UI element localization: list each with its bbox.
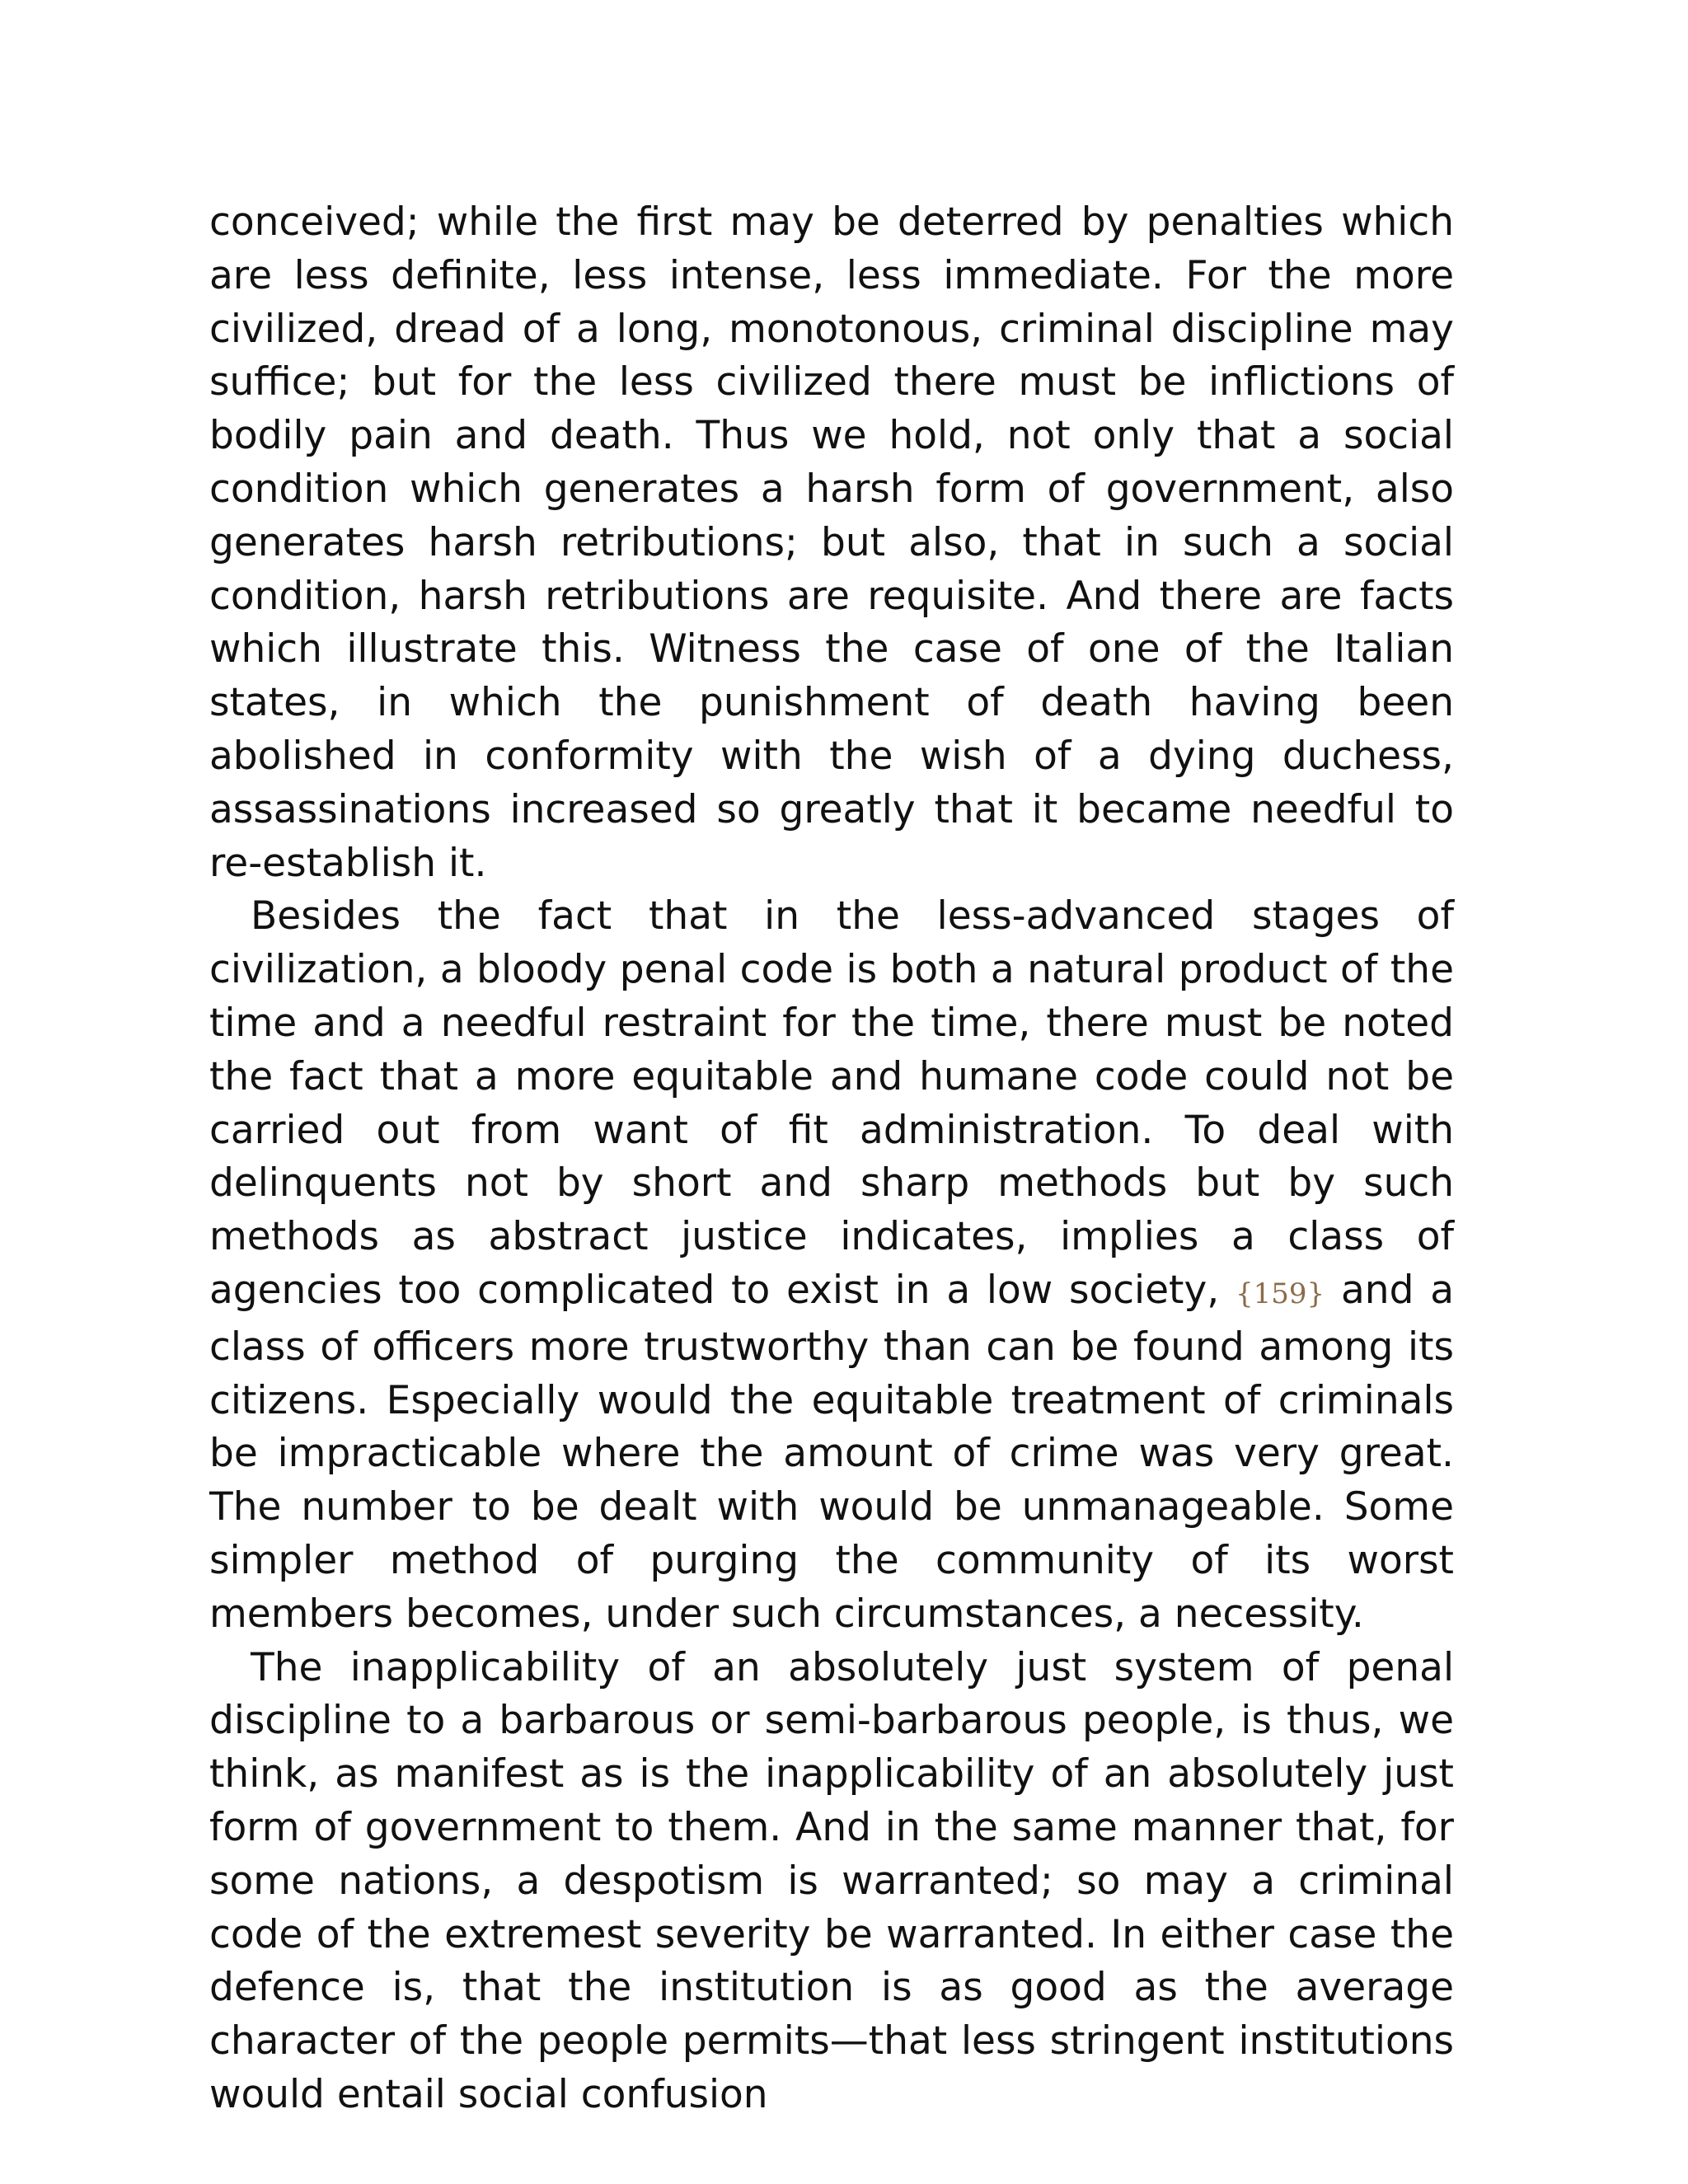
book-page-text: [209, 196, 1454, 2122]
page-number-marker: {159}: [1236, 1277, 1325, 1310]
paragraph-3: The inapplicability of an absolutely just system of penal discipline to a barbarous or semi-barbarous people, is thus, we think, as manifest as is the inapplicability of an absolutely just form of government to them. And in the same manner that, for some nations, a despotism is warranted; so may a criminal code of the extremest severity be warranted. In either case the defence is, that the institution is as good as the average character of the people permits—that less stringent institutions would entail social confusion: [209, 1644, 1454, 2117]
paragraph-2-text-after: and a class of officers more trustworthy than can be found among its citizens. Especially would the equitable treatment of criminals be impracticable where the amount of crime was very great. The number to be dealt with would be unmanageable. Some simpler method of purging the community of its worst members becomes, under such circumstances, a necessity.: [209, 1267, 1454, 1637]
paragraph-1: conceived; while the first may be deterred by penalties which are less definite, less intense, less immediate. For the more civilized, dread of a long, monotonous, criminal discipline may suffice; but for the less civilized there must be inflictions of bodily pain and death. Thus we hold, not only that a social condition which generates a harsh form of government, also generates harsh retributions; but also, that in such a social condition, harsh retributions are requisite. And there are facts which illustrate this. Witness the case of one of the Italian states, in which the punishment of death having been abolished in conformity with the wish of a dying duchess, assassinations increased so greatly that it became needful to re-establish it.: [209, 199, 1454, 886]
paragraph-2-text-before: Besides the fact that in the less-advanced stages of civilization, a bloody penal code is both a natural product of the time and a needful restraint for the time, there must be noted the fact that a more equitable and humane code could not be carried out from want of fit administration. To deal with delinquents not by short and sharp methods but by such methods as abstract justice indicates, implies a class of agencies too complicated to exist in a low society,: [209, 893, 1454, 1313]
paragraph-2: [209, 890, 1454, 1641]
